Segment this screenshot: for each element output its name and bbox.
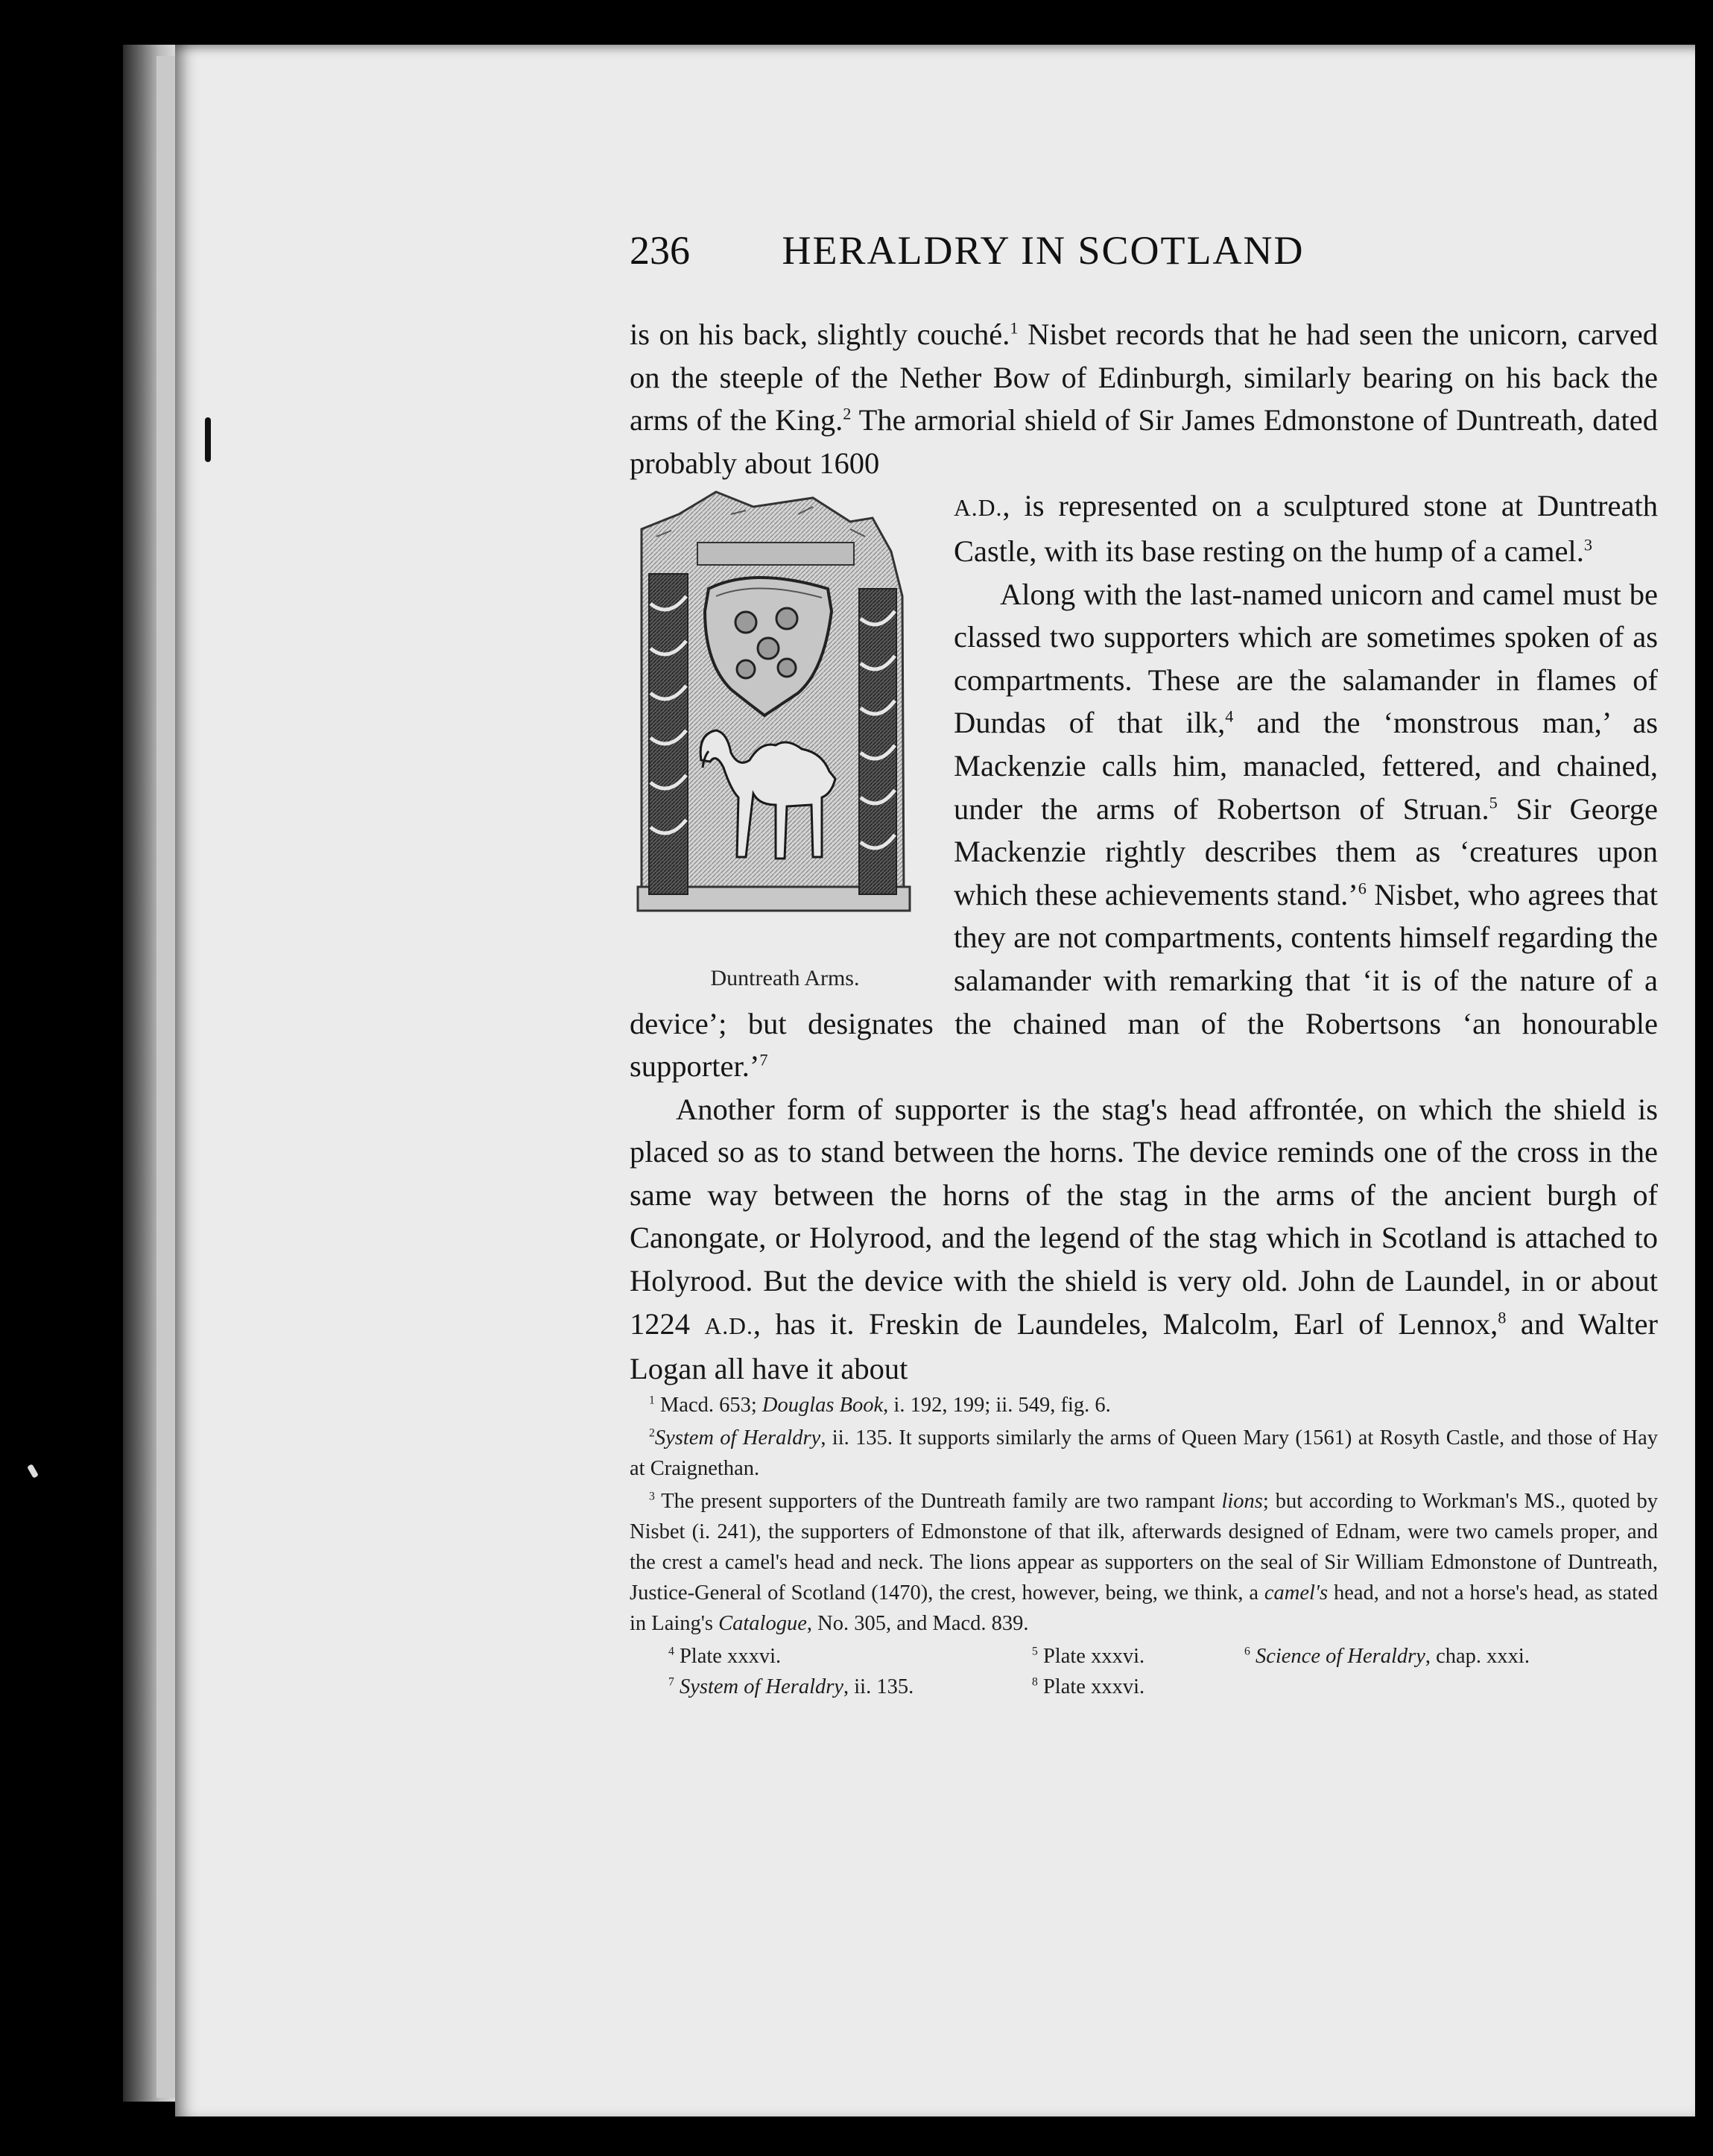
footnote-7 [630, 1672, 1032, 1702]
footnote-number: 1 [649, 1394, 655, 1407]
text-run: is on his back, slightly couché. [630, 317, 1010, 351]
text-run: Nisbet, who agrees that they are not compartments, contents himself regarding the salamander with remarking that ‘it is of the nature of a device’; but designates the chained man of the Robertsons ‘an honourable supporter.’ [630, 877, 1658, 1084]
italic-title: Catalogue [718, 1612, 807, 1635]
italic-title: System of Heraldry [654, 1426, 821, 1450]
italic-title: Science of Heraldry [1255, 1645, 1425, 1668]
footnote-ref: 5 [1489, 793, 1498, 812]
footnote-number: 8 [1032, 1675, 1038, 1689]
text-run: and Walter Logan all have it about [630, 1306, 1659, 1386]
binding-mark [205, 417, 211, 462]
footnote-number: 4 [668, 1645, 674, 1658]
text-run: Along with the last-named unicorn and camel must be classed two supporters which are sometimes spoken of as compartments. These are the salamander in flames of Dundas of that ilk, [954, 577, 1658, 740]
running-title: HERALDRY IN SCOTLAND [782, 228, 1305, 273]
text-run: Sir George Mackenzie rightly describes them as ‘creatures upon which these achievements stand.’ [954, 791, 1659, 911]
footnote-6 [1244, 1641, 1658, 1672]
text-run: Nisbet records that he had seen the unicorn, carved on the steeple of the Nether Bow of Edinburgh, similarly bearing on his back the arms of the King. [630, 317, 1658, 437]
text-run: Macd. 653; [654, 1394, 762, 1417]
text-run: , i. 192, 199; ii. 549, fig. 6. [883, 1394, 1111, 1417]
footnote-ref: 3 [1583, 535, 1592, 554]
footnote-ref: 8 [1498, 1308, 1507, 1327]
footnote-number: 5 [1032, 1645, 1038, 1658]
text-run: Plate xxxvi. [674, 1645, 782, 1668]
text-run: , has it. Freskin de Laundeles, Malcolm, Earl of Lennox, [753, 1306, 1498, 1341]
footnote-ref: 1 [1010, 318, 1019, 338]
text-run: Plate xxxvi. [1037, 1645, 1145, 1668]
footnote-4 [630, 1641, 1032, 1672]
footnote-ref: 4 [1225, 706, 1234, 726]
page-number: 236 [630, 228, 690, 273]
footnote-ref: 2 [843, 404, 852, 423]
footnote-number: 3 [649, 1490, 655, 1503]
italic-word: lions [1221, 1490, 1263, 1513]
italic-title: System of Heraldry [679, 1675, 843, 1698]
footnote-1 [630, 1390, 1658, 1420]
footnote-2 [630, 1423, 1658, 1484]
text-run: ; but according to Workman's MS., quoted by Nisbet (i. 241), the supporters of Edmonstone of that ilk, afterwards designed of Ednam, were two camels proper, and the crest a camel's head and neck. The lions appear as supporters on the seal of Sir William Edmonstone of Duntreath, Justice-General of Scotland (1470), the crest, however, being, we think, a [630, 1490, 1658, 1605]
footnote-8 [1032, 1672, 1244, 1702]
figure-caption: Duntreath Arms. [710, 966, 860, 991]
footnotes [630, 1390, 1658, 1702]
text-run: , is represented on a sculptured stone at Duntreath Castle, with its base resting on the hump of a camel. [954, 489, 1658, 568]
paragraph-1 [630, 313, 1658, 484]
text-run: , No. 305, and Macd. 839. [806, 1612, 1029, 1635]
footnote-number: 7 [668, 1675, 674, 1689]
italic-word: camel's [1264, 1581, 1329, 1605]
body-text [630, 313, 1658, 1391]
text-run: and the ‘monstrous man,’ as Mackenzie calls him, manacled, fettered, and chained, under the arms of Robertson of Struan. [954, 706, 1658, 826]
footnote-number: 2 [649, 1426, 655, 1440]
footnote-5 [1032, 1641, 1244, 1672]
page-header [630, 227, 1457, 287]
small-caps-ad: A.D. [704, 1312, 753, 1339]
footnote-row-1 [630, 1641, 1658, 1672]
footnote-number: 6 [1244, 1645, 1250, 1658]
small-caps-ad: A.D. [954, 495, 1003, 522]
text-run: Plate xxxvi. [1037, 1675, 1145, 1698]
footnote-row-2 [630, 1672, 1658, 1702]
duntreath-arms-engraving [627, 484, 943, 946]
scan-speck [27, 1464, 39, 1479]
paragraph-3 [630, 1088, 1658, 1391]
text-run: head, and not a horse's head, as stated in Laing's [630, 1581, 1658, 1635]
duntreath-arms-figure [627, 484, 943, 991]
text-run: , ii. 135. It supports similarly the arms of Queen Mary (1561) at Rosyth Castle, and those of Hay at Craignethan. [630, 1426, 1658, 1480]
text-run: The armorial shield of Sir James Edmonstone of Duntreath, dated probably about 1600 [630, 403, 1658, 480]
footnote-ref: 6 [1358, 879, 1367, 898]
text-run: The present supporters of the Duntreath family are two rampant [654, 1490, 1222, 1513]
footnote-ref: 7 [759, 1050, 768, 1069]
italic-title: Douglas Book [761, 1394, 884, 1417]
footnote-3 [630, 1486, 1658, 1639]
text-run: , ii. 135. [843, 1675, 914, 1698]
text-run: Another form of supporter is the stag's head affrontée, on which the shield is placed so as to stand between the horns. The device reminds one of the cross in the same way between the horns of the stag in the arms of the ancient burgh of Canongate, or Holyrood, and the legend of the stag which in Scotland is attached to Holyrood. But the device with the shield is very old. John de Laundel, in or about 1224 [630, 1092, 1658, 1341]
text-run: , chap. xxxi. [1425, 1645, 1530, 1668]
